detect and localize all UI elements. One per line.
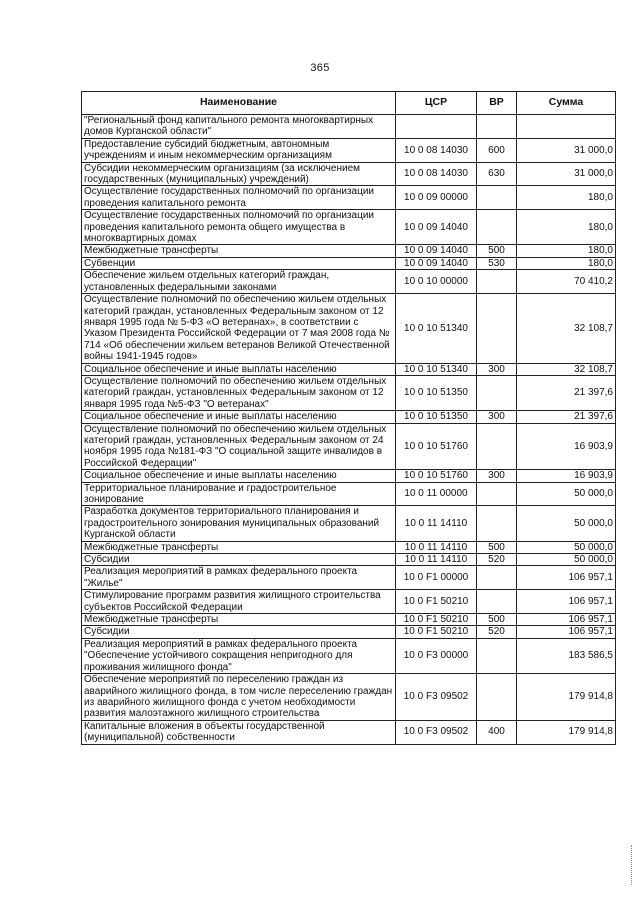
table-row — [82, 186, 616, 210]
row-name-cell: Реализация мероприятий в рамках федерального проекта "Обеспечение устойчивого сокращения непригодного для проживания жилищного фонда" — [82, 638, 396, 673]
row-vr-cell — [477, 186, 517, 210]
row-csr-cell: 10 0 09 14040 — [396, 210, 477, 245]
table-row — [82, 720, 616, 744]
budget-table — [81, 91, 616, 745]
header-sum: Сумма — [517, 92, 616, 115]
row-name-cell: Социальное обеспечение и иные выплаты населению — [82, 411, 396, 423]
row-name-cell: Стимулирование программ развития жилищного строительства субъектов Российской Федерации — [82, 590, 396, 614]
row-vr-cell: 530 — [477, 257, 517, 269]
header-vr: ВР — [477, 92, 517, 115]
row-sum-cell: 32 108,7 — [517, 363, 616, 375]
row-sum-cell: 180,0 — [517, 210, 616, 245]
row-vr-cell — [477, 566, 517, 590]
table-row — [82, 674, 616, 721]
row-name-cell: Осуществление полномочий по обеспечению жильем отдельных категорий граждан, установленных Федеральным законом от 12 января 1995 года №5-ФЗ "О ветеранах" — [82, 375, 396, 410]
row-csr-cell: 10 0 F1 50210 — [396, 590, 477, 614]
row-csr-cell: 10 0 09 14040 — [396, 257, 477, 269]
table-row — [82, 245, 616, 257]
row-sum-cell: 106 957,1 — [517, 566, 616, 590]
row-sum-cell: 180,0 — [517, 186, 616, 210]
row-csr-cell: 10 0 09 00000 — [396, 186, 477, 210]
row-vr-cell: 520 — [477, 626, 517, 638]
row-vr-cell: 600 — [477, 138, 517, 162]
row-csr-cell: 10 0 11 14110 — [396, 541, 477, 553]
row-csr-cell: 10 0 F3 09502 — [396, 674, 477, 721]
row-name-cell: Осуществление полномочий по обеспечению жильем отдельных категорий граждан, установленных Федеральным законом от 24 ноября 1995 года №181-ФЗ "О социальной защите инвалидов в Российской Федерации" — [82, 423, 396, 470]
row-csr-cell: 10 0 11 14110 — [396, 554, 477, 566]
row-sum-cell: 16 903,9 — [517, 470, 616, 482]
row-name-cell: Межбюджетные трансферты — [82, 614, 396, 626]
row-sum-cell: 180,0 — [517, 257, 616, 269]
row-name-cell: Обеспечение жильем отдельных категорий граждан, установленных федеральными законами — [82, 270, 396, 294]
row-csr-cell: 10 0 F3 09502 — [396, 720, 477, 744]
row-vr-cell: 300 — [477, 411, 517, 423]
row-vr-cell: 400 — [477, 720, 517, 744]
row-sum-cell: 50 000,0 — [517, 541, 616, 553]
row-name-cell: Предоставление субсидий бюджетным, автономным учреждениям и иным некоммерческим организациям — [82, 138, 396, 162]
row-csr-cell: 10 0 08 14030 — [396, 162, 477, 186]
row-sum-cell: 21 397,6 — [517, 375, 616, 410]
row-vr-cell — [477, 506, 517, 541]
row-sum-cell: 106 957,1 — [517, 614, 616, 626]
row-name-cell: Осуществление полномочий по обеспечению жильем отдельных категорий граждан, установленных Федеральным законом от 12 января 1995 года № 5-ФЗ «О ветеранах», в соответствии с Указом Президента Российской Федерации от 7 мая 2008 года № 714 «Об обеспечении жильем ветеранов Великой Отечественной войны 1941-1945 годов» — [82, 294, 396, 363]
row-csr-cell: 10 0 10 51340 — [396, 294, 477, 363]
table-row — [82, 270, 616, 294]
table-row — [82, 554, 616, 566]
row-sum-cell: 179 914,8 — [517, 674, 616, 721]
row-csr-cell: 10 0 F1 50210 — [396, 626, 477, 638]
table-row — [82, 470, 616, 482]
table-row — [82, 363, 616, 375]
row-name-cell: Межбюджетные трансферты — [82, 541, 396, 553]
row-vr-cell — [477, 482, 517, 506]
row-name-cell: "Региональный фонд капитального ремонта многоквартирных домов Курганской области" — [82, 115, 396, 139]
row-name-cell: Осуществление государственных полномочий по организации проведения капитального ремонта — [82, 186, 396, 210]
row-csr-cell: 10 0 10 51340 — [396, 363, 477, 375]
row-name-cell: Субсидии — [82, 554, 396, 566]
row-sum-cell: 50 000,0 — [517, 482, 616, 506]
table-row — [82, 541, 616, 553]
row-name-cell: Субсидии некоммерческим организациям (за исключением государственных (муниципальных) учреждений) — [82, 162, 396, 186]
header-csr: ЦСР — [396, 92, 477, 115]
row-sum-cell: 106 957,1 — [517, 626, 616, 638]
row-sum-cell — [517, 115, 616, 139]
row-sum-cell: 32 108,7 — [517, 294, 616, 363]
table-row — [82, 638, 616, 673]
row-sum-cell: 21 397,6 — [517, 411, 616, 423]
table-row — [82, 482, 616, 506]
row-vr-cell — [477, 423, 517, 470]
row-name-cell: Межбюджетные трансферты — [82, 245, 396, 257]
table-row — [82, 423, 616, 470]
row-vr-cell — [477, 210, 517, 245]
row-name-cell: Социальное обеспечение и иные выплаты населению — [82, 470, 396, 482]
row-vr-cell: 300 — [477, 470, 517, 482]
row-name-cell: Реализация мероприятий в рамках федерального проекта "Жилье" — [82, 566, 396, 590]
row-vr-cell — [477, 590, 517, 614]
row-sum-cell: 179 914,8 — [517, 720, 616, 744]
row-csr-cell: 10 0 10 51350 — [396, 411, 477, 423]
header-name: Наименование — [82, 92, 396, 115]
table-row — [82, 138, 616, 162]
row-csr-cell — [396, 115, 477, 139]
row-name-cell: Капитальные вложения в объекты государственной (муниципальной) собственности — [82, 720, 396, 744]
row-vr-cell — [477, 294, 517, 363]
table-body — [82, 115, 616, 745]
row-name-cell: Обеспечение мероприятий по переселению граждан из аварийного жилищного фонда, в том числе переселению граждан из аварийного жилищного фонда с учетом необходимости развития малоэтажного жилищного строительства — [82, 674, 396, 721]
row-vr-cell — [477, 638, 517, 673]
row-vr-cell: 630 — [477, 162, 517, 186]
row-csr-cell: 10 0 10 51760 — [396, 423, 477, 470]
row-name-cell: Субсидии — [82, 626, 396, 638]
row-vr-cell: 300 — [477, 363, 517, 375]
row-sum-cell: 70 410,2 — [517, 270, 616, 294]
table-row — [82, 614, 616, 626]
table-row — [82, 257, 616, 269]
row-vr-cell — [477, 375, 517, 410]
table-row — [82, 210, 616, 245]
row-vr-cell: 500 — [477, 614, 517, 626]
row-name-cell: Социальное обеспечение и иные выплаты населению — [82, 363, 396, 375]
row-vr-cell: 500 — [477, 245, 517, 257]
table-row — [82, 162, 616, 186]
row-csr-cell: 10 0 10 00000 — [396, 270, 477, 294]
row-name-cell: Территориальное планирование и градостроительное зонирование — [82, 482, 396, 506]
row-csr-cell: 10 0 11 14110 — [396, 506, 477, 541]
row-sum-cell: 50 000,0 — [517, 506, 616, 541]
margin-mark — [631, 845, 634, 885]
row-csr-cell: 10 0 F1 00000 — [396, 566, 477, 590]
table-row — [82, 506, 616, 541]
table-row — [82, 566, 616, 590]
row-csr-cell: 10 0 F1 50210 — [396, 614, 477, 626]
row-vr-cell: 520 — [477, 554, 517, 566]
row-vr-cell — [477, 115, 517, 139]
row-vr-cell — [477, 270, 517, 294]
row-vr-cell — [477, 674, 517, 721]
row-sum-cell: 50 000,0 — [517, 554, 616, 566]
row-name-cell: Субвенции — [82, 257, 396, 269]
row-sum-cell: 16 903,9 — [517, 423, 616, 470]
row-csr-cell: 10 0 10 51760 — [396, 470, 477, 482]
table-row — [82, 115, 616, 139]
row-csr-cell: 10 0 09 14040 — [396, 245, 477, 257]
row-name-cell: Осуществление государственных полномочий по организации проведения капитального ремонта общего имущества в многоквартирных домах — [82, 210, 396, 245]
row-csr-cell: 10 0 F3 00000 — [396, 638, 477, 673]
row-name-cell: Разработка документов территориального планирования и градостроительного зонирования муниципальных образований Курганской области — [82, 506, 396, 541]
row-csr-cell: 10 0 08 14030 — [396, 138, 477, 162]
table-header-row — [82, 92, 616, 115]
table-row — [82, 626, 616, 638]
table-row — [82, 590, 616, 614]
row-sum-cell: 31 000,0 — [517, 138, 616, 162]
table-row — [82, 375, 616, 410]
row-sum-cell: 183 586,5 — [517, 638, 616, 673]
row-sum-cell: 180,0 — [517, 245, 616, 257]
row-sum-cell: 31 000,0 — [517, 162, 616, 186]
table-row — [82, 411, 616, 423]
table-row — [82, 294, 616, 363]
page-number: 365 — [310, 62, 330, 74]
row-csr-cell: 10 0 10 51350 — [396, 375, 477, 410]
row-sum-cell: 106 957,1 — [517, 590, 616, 614]
row-csr-cell: 10 0 11 00000 — [396, 482, 477, 506]
row-vr-cell: 500 — [477, 541, 517, 553]
